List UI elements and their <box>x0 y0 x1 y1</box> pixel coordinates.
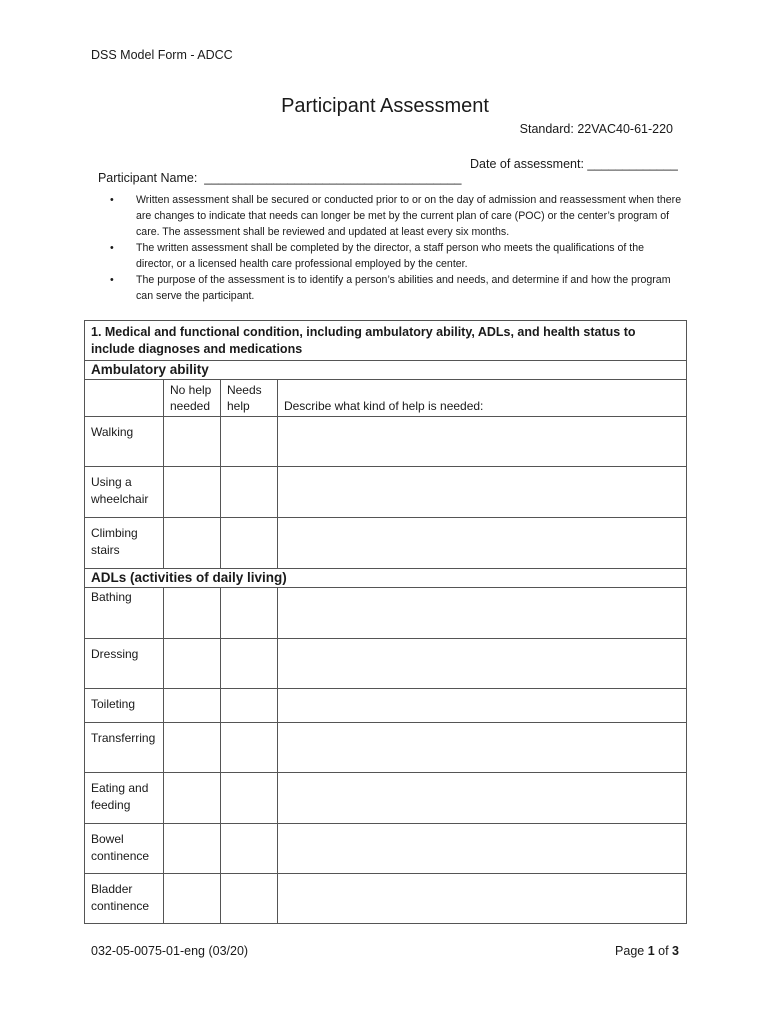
table-row <box>85 588 687 639</box>
row-label-dressing: Dressing <box>85 639 164 689</box>
row-label-bladder: Bladder continence <box>85 874 164 924</box>
needs-help-cell[interactable] <box>220 689 277 723</box>
row-label-transferring: Transferring <box>85 723 164 773</box>
describe-cell[interactable] <box>277 588 686 639</box>
table-row <box>85 824 687 874</box>
instructions-list <box>110 192 682 304</box>
page-number: Page 1 of 3 <box>615 944 679 958</box>
row-label-toileting: Toileting <box>85 689 164 723</box>
page-title: Participant Assessment <box>281 95 489 117</box>
needs-help-cell[interactable] <box>220 723 277 773</box>
table-row <box>85 689 687 723</box>
table-row <box>85 518 687 569</box>
no-help-cell[interactable] <box>163 689 220 723</box>
table-row <box>85 467 687 518</box>
ambulatory-heading: Ambulatory ability <box>85 361 687 380</box>
table-row <box>85 639 687 689</box>
bullet-icon: • <box>110 274 114 286</box>
row-label-eating: Eating and feeding <box>85 773 164 824</box>
describe-cell[interactable] <box>277 417 686 467</box>
no-help-cell[interactable] <box>163 588 220 639</box>
describe-cell[interactable] <box>277 639 686 689</box>
instruction-item: • Written assessment shall be secured or conducted prior to or on the day of admission and reassessment when there are changes to indicate that needs can longer be met by the current plan of care (POC) or the center’s program of care. The assessment shall be reviewed and updated at least every six months. <box>110 194 682 238</box>
row-label-wheelchair: Using a wheelchair <box>85 467 164 518</box>
no-help-cell[interactable] <box>163 639 220 689</box>
needs-help-cell[interactable] <box>220 417 277 467</box>
section1-heading: 1. Medical and functional condition, including ambulatory ability, ADLs, and health status to include diagnoses and medications <box>85 321 687 361</box>
no-help-cell[interactable] <box>163 874 220 924</box>
needs-help-cell[interactable] <box>220 639 277 689</box>
no-help-cell[interactable] <box>163 417 220 467</box>
form-number: 032-05-0075-01-eng (03/20) <box>91 944 249 958</box>
instruction-item: • The written assessment shall be completed by the director, a staff person who meets the qualifications of the director, or a licensed health care professional employed by the center. <box>110 242 644 270</box>
row-label-bowel: Bowel continence <box>85 824 164 874</box>
describe-cell[interactable] <box>277 773 686 824</box>
describe-cell[interactable] <box>277 723 686 773</box>
describe-cell[interactable] <box>277 824 686 874</box>
table-row <box>85 417 687 467</box>
standard-reference: Standard: 22VAC40-61-220 <box>519 122 673 136</box>
describe-cell[interactable] <box>277 467 686 518</box>
col-no-help-needed: No help needed <box>163 380 220 417</box>
assessment-date-field[interactable]: Date of assessment: _____________ <box>470 157 678 171</box>
needs-help-cell[interactable] <box>220 874 277 924</box>
no-help-cell[interactable] <box>163 773 220 824</box>
instruction-item: • The purpose of the assessment is to identify a person’s abilities and needs, and determine if and how the program can serve the participant. <box>110 274 671 302</box>
describe-cell[interactable] <box>277 874 686 924</box>
no-help-cell[interactable] <box>163 824 220 874</box>
table-row <box>85 874 687 924</box>
needs-help-cell[interactable] <box>220 773 277 824</box>
no-help-cell[interactable] <box>163 518 220 569</box>
col-describe-help: Describe what kind of help is needed: <box>277 380 686 417</box>
needs-help-cell[interactable] <box>220 824 277 874</box>
table-row <box>85 773 687 824</box>
adls-heading: ADLs (activities of daily living) <box>85 569 687 588</box>
describe-cell[interactable] <box>277 518 686 569</box>
blank-header-cell <box>85 380 164 417</box>
participant-name-field[interactable]: Participant Name: _____________________________________ <box>97 171 462 185</box>
no-help-cell[interactable] <box>163 723 220 773</box>
form-header-label: DSS Model Form - ADCC <box>91 48 233 62</box>
needs-help-cell[interactable] <box>220 467 277 518</box>
assessment-table <box>84 320 687 924</box>
row-label-stairs: Climbing stairs <box>85 518 164 569</box>
row-label-bathing: Bathing <box>85 588 164 639</box>
no-help-cell[interactable] <box>163 467 220 518</box>
describe-cell[interactable] <box>277 689 686 723</box>
needs-help-cell[interactable] <box>220 588 277 639</box>
col-needs-help: Needs help <box>220 380 277 417</box>
row-label-walking: Walking <box>85 417 164 467</box>
bullet-icon: • <box>110 194 114 206</box>
needs-help-cell[interactable] <box>220 518 277 569</box>
bullet-icon: • <box>110 242 114 254</box>
table-row <box>85 723 687 773</box>
